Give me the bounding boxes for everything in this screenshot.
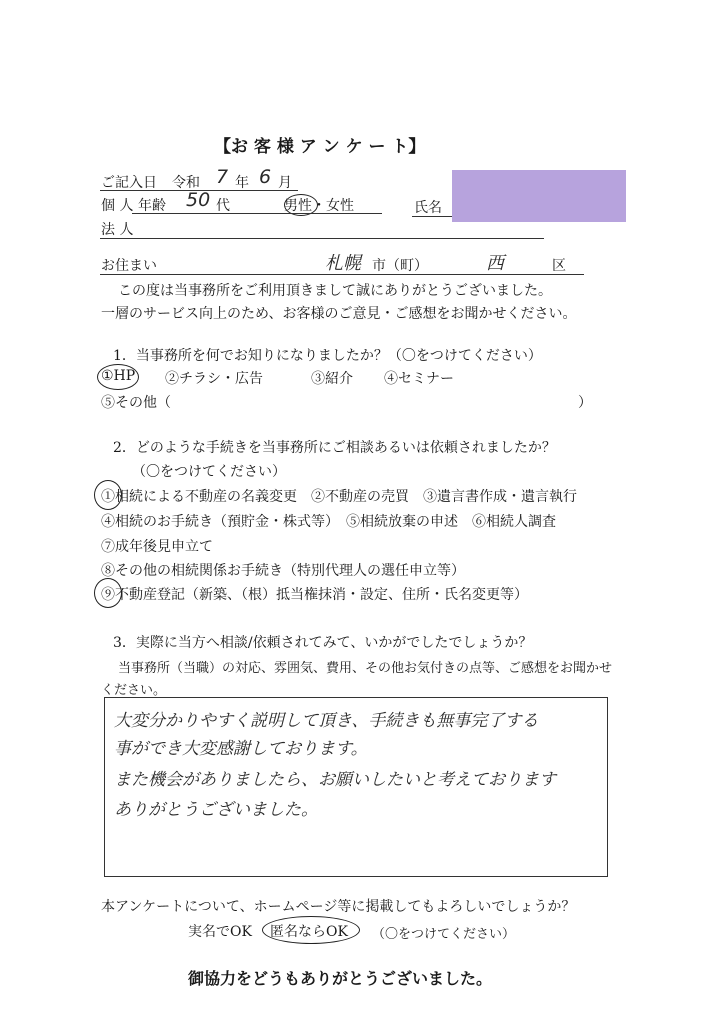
publish-note: （〇をつけてください）	[372, 927, 516, 942]
q2-note: （〇をつけてください）	[132, 464, 286, 480]
individual-underline	[132, 213, 382, 214]
q3-answer-line-2: 事ができ大変感謝しております。	[114, 739, 368, 759]
q1-option-flyer: ②チラシ・広告	[165, 371, 263, 387]
age-value: 50	[186, 189, 211, 211]
era-label: 令和	[172, 175, 200, 191]
address-label: お住まい	[101, 258, 157, 274]
corp-underline	[100, 238, 544, 239]
publish-anonymous-circle	[262, 916, 360, 944]
individual-label: 個 人	[101, 198, 134, 214]
q3-question: 3．実際に当方へ相談/依頼されてみて、いかがでしたでしょうか？	[113, 635, 533, 651]
age-unit: 代	[216, 198, 230, 214]
q1-hp-circle	[97, 364, 139, 390]
fill-date-label: ご記入日	[101, 175, 157, 191]
name-label: 氏名	[414, 200, 442, 216]
q2-row-5: ⑨不動産登記（新築、（根）抵当権抹消・設定、住所・氏名変更等）	[101, 587, 528, 603]
q3-note-2: ください。	[101, 683, 167, 698]
publish-option-real-name: 実名でOK	[188, 924, 252, 940]
intro-line-1: この度は当事務所をご利用頂きまして誠にありがとうございました。	[118, 283, 552, 299]
city-label: 市（町）	[372, 258, 428, 274]
q2-option-1-circle	[94, 480, 122, 510]
year-value: 7	[216, 166, 229, 188]
q3-answer-line-3: また機会がありましたら、お願いしたいと考えております	[114, 770, 556, 790]
publish-question: 本アンケートについて、ホームページ等に掲載してもよろしいでしょうか？	[101, 899, 576, 915]
month-label: 月	[278, 175, 292, 191]
age-label: 年齢	[138, 198, 166, 214]
closing-message: 御協力をどうもありがとうございました。	[188, 969, 493, 988]
q1-option-other-close: ）	[578, 395, 592, 411]
q1-option-hp: ①HP	[101, 368, 136, 384]
q3-answer-line-4: ありがとうございました。	[114, 800, 318, 820]
year-label: 年	[235, 175, 249, 191]
survey-title: 【お 客 様 ア ン ケ ー ト】	[214, 137, 426, 157]
name-redaction	[452, 170, 626, 222]
q1-question: 1．当事務所を何でお知りになりましたか？（〇をつけてください）	[113, 348, 542, 364]
q2-row-4: ⑧その他の相続関係お手続き（特別代理人の選任申立等）	[101, 563, 465, 579]
q1-option-seminar: ④セミナー	[384, 371, 454, 387]
month-value: 6	[259, 166, 272, 188]
intro-line-2: 一層のサービス向上のため、お客様のご意見・ご感想をお聞かせください。	[101, 306, 577, 322]
q2-option-9-circle	[94, 578, 122, 608]
corp-label: 法 人	[101, 222, 134, 238]
q1-option-referral: ③紹介	[311, 371, 353, 387]
q1-option-other: ⑤その他（	[101, 395, 171, 411]
gender-label: 男性・女性	[284, 198, 354, 214]
q2-row-3: ⑦成年後見申立て	[101, 539, 213, 555]
q3-note-1: 当事務所（当職）の対応、雰囲気、費用、その他お気付きの点等、ご感想をお聞かせ	[118, 661, 613, 676]
ward-label: 区	[552, 258, 566, 274]
publish-option-anonymous: 匿名ならOK	[270, 924, 348, 940]
ward-value: 西	[486, 253, 504, 274]
q2-question: 2．どのような手続きを当事務所にご相談あるいは依頼されましたか？	[113, 440, 556, 456]
q2-row-1: ①相続による不動産の名義変更 ②不動産の売買 ③遺言書作成・遺言執行	[101, 489, 577, 505]
city-value: 札幌	[325, 253, 361, 274]
q2-row-2: ④相続のお手続き（預貯金・株式等） ⑤相続放棄の申述 ⑥相続人調査	[101, 514, 556, 530]
address-underline	[100, 274, 584, 275]
q3-answer-line-1: 大変分かりやすく説明して頂き、手続きも無事完了する	[114, 711, 539, 731]
